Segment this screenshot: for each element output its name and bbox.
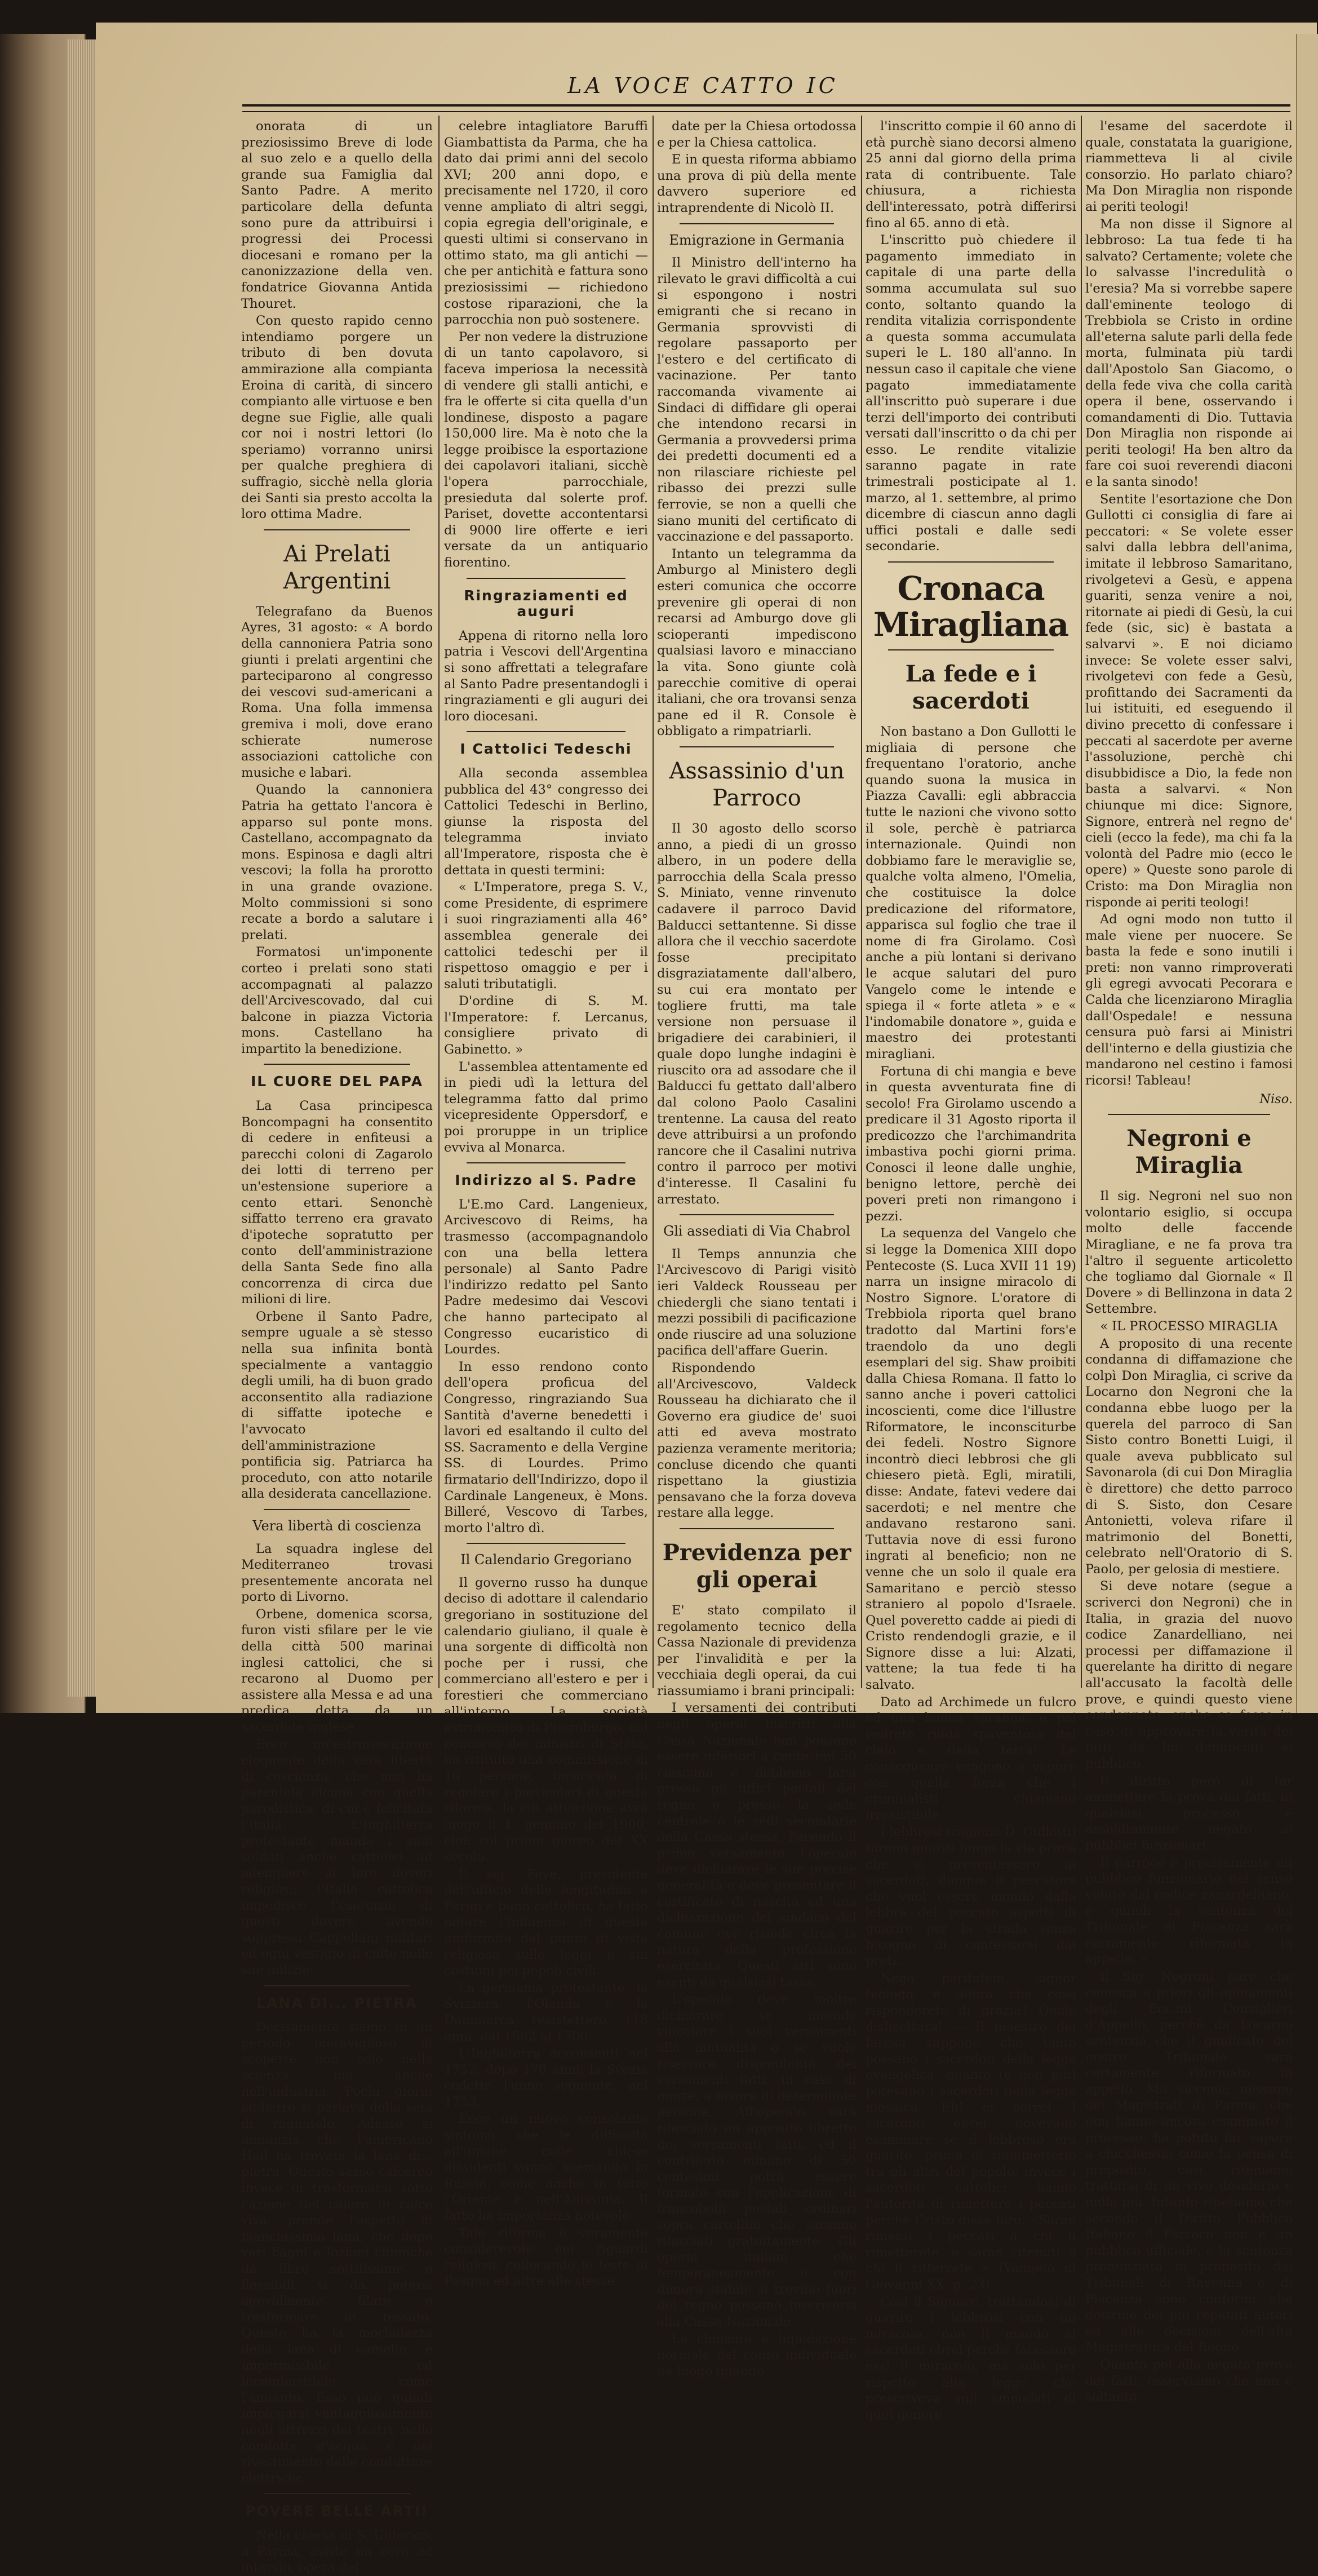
paragraph: Si deve notare (segue a scriverci don Negroni) che in Italia, in grazia del nuovo codice Zanardelliano, nei processi per diffamazione il querelante ha diritto di negare all'accusato la facoltà delle prove, e quindi questo viene condannato, anche se fosse in caso di approvare la verità dei fatti da lui denunciati al pubblico.	[1085, 1579, 1293, 1771]
column-5	[1085, 118, 1293, 2405]
paragraph: Sentite l'esortazione che Don Gullotti ci consiglia di fare ai peccatori: « Se volete esser salvi dalla lebbra dell'anima, imitate il lebbroso Samaritano, rivolgetevi a Gesù, e appena guariti, senza venire a noi, ritornate ai piedi di Gesù, la cui fede (sic, sic) è bastata a salvarvi ». E noi diciamo invece: Se volete esser salvi, rivolgetevi con fede a Gesù, profittando dei Sacramenti da lui istituiti, ed eseguendo il divino precetto di confessare i peccati al sacerdote per averne l'assoluzione, perchè chi disubbidisce a Dio, la fede non basta a salvarvi. « Non chiunque mi dice: Signore, Signore, entrerà nel regno de' cieli (ecco la fede), ma chi fa la volontà del Padre mio (ecco le opere) » Queste sono parole di Cristo: ma Don Miraglia non risponde ai periti teologi!	[1085, 492, 1293, 910]
paragraph: Rispondendo all'Arcivescovo, Valdeck Rousseau ha dichiarato che il Governo era giudice de' suoi atti ed aveva mostrato pazienza veramente meritoria; concluse dicendo che quanti rispettano la giustizia pensavano che la forza doveva restare alla legge.	[657, 1360, 857, 1521]
separator	[467, 731, 625, 732]
headline-indirizzo: Indirizzo al S. Padre	[455, 1172, 637, 1189]
paragraph: Per non vedere la distruzione di un tanto capolavoro, si faceva imperiosa la necessità di vendere gli stalli antichi, e fra le offerte si cita quella d'un londinese, disposto a pagare 150,000 lire. Ma è noto che la legge proibisce la esportazione dei capolavori italiani, sicchè l'opera parrocchiale, presieduta dal solerte prof. Pariset, dovette accontentarsi di 9000 lire offerte e ieri versate da un antiquario fiorentino.	[444, 329, 648, 570]
paragraph: Orbene il Santo Padre, sempre uguale a sè stesso nella sua infinita bontà specialmente a vantaggio degli umili, ha di buon grado acconsentito alla radiazione di siffatte ipoteche e l'avvocato dell'amministrazione pontificia sig. Patriarca ha proceduto, con atto notarile alla desiderata cancellazione.	[241, 1309, 433, 1502]
headline-fede: La fede e i sacerdoti	[905, 661, 1037, 715]
separator	[888, 649, 1054, 650]
paragraph: D'ordine di S. M. l'Imperatore: f. Lercanus, consigliere privato di Gabinetto. »	[444, 994, 648, 1057]
paragraph: Il governo russo ha dunque deciso di adottare il calendario gregoriano in sostituzione del calendario giuliano, il quale è una sorgente di difficoltà non poche per i russi, che commerciano all'estero e per i forestieri che commerciano all'interno. La società astronomica di Pietroburgo, col concorso dei ministri di Stato, ha istituito una commissione di 16 persone, incaricata di regolare i particolari di questa riforma, la cui attuazione avrà luogo il 1. gennaio del 1900, cioè col primo giorno del XX secolo.	[444, 1575, 648, 1864]
paragraph: L'Inghilterra acconsentì nel 1752, dopo 170 anni; la Svezia cedette l'anno seguente, nel 1753.	[444, 2046, 648, 2109]
headline-lana: LANA DI... PIETRA	[256, 1994, 418, 2011]
headline-assediati: Gli assediati di Via Chabrol	[663, 1223, 850, 1240]
paragraph: La Casa principesca Boncompagni ha consentito di cedere in enfiteusi a parecchi coloni di Zagarolo dei lotti di terreno per un'estensione superiore a cento ettari. Senonchè siffatto terreno era gravato d'ipoteche sopratutto per conto dell'amministrazione della Santa Sede fino alla concorrenza di circa due milioni di lire.	[241, 1099, 433, 1307]
headline-prelati: Ai Prelati Argentini	[283, 541, 391, 594]
paragraph: Orbene, domenica scorsa, furon visti sfilare per le vie della città 500 marinai inglesi cattolici, che si recarono al Duomo per assistere alla Messa e ad una predica detta da un sacerdote inglese.	[241, 1606, 433, 1735]
paragraph: Dato ad Archimede un fulcro ed una buona spranga, e poi vedrete ridda spaventosa del cielo e della terra! Le conseguenze vengono a vapore con quella forza che i criminalisti chiamano irresistibile.	[866, 1694, 1076, 1822]
paragraph: « IL PROCESSO MIRAGLIA	[1100, 1318, 1278, 1334]
paragraph: Il Ministro dell'interno ha rilevato le gravi difficoltà a cui si espongono i nostri emigranti che si recano in Germania sprovvisti di regolare passaporto per l'estero e del certificato di vacinazione. Per tanto raccomanda vivamente ai Sindaci di diffidare gli operai che intendono recarsi in Germania a provvedersi prima dei predetti documenti ed a non rilasciare richieste pel ribasso dei prezzi sulle ferrovie, se non a quelli che siano muniti del certificato di vaccinazione e del passaporto.	[657, 255, 857, 545]
column-4	[866, 118, 1076, 2422]
separator	[264, 1985, 410, 1986]
headline-cronaca: Cronaca Miragliana	[873, 569, 1069, 644]
paragraph: Il sig. Faye, presidente dell'ufficio delle longitudini a Parigi e buon cattolico, ha fatto notare l'influenza di questa uniformità dal punto di vista religioso sulle leggi e sui costumi pei popoli civili.	[444, 1866, 648, 1979]
paragraph: Fortuna di chi mangia e beve in questa avventurata fine di secolo! Fra Girolamo uscendo a predicare il 31 Agosto riporta il predicozzo che l'archimandrita imbastiva pochi giorni prima. Conosci il leone dalle unghie, benigno lettore, perchè dei poveri preti non rimangono i pezzi.	[866, 1064, 1076, 1224]
paragraph: Nella chiesa di S. Ulderico, a Parma, esiste un coro ad intarsio, opera del	[241, 2528, 433, 2575]
separator	[264, 1509, 410, 1510]
paragraph: Ecco un'estrinsecazione eloquente della vera libertà di coscienza, che non ha parentela alcuna con quella parodistica, di cui è felicitata l'Italia. L'Inghilterra protestante manda i suoi soldati anche cattolici ad adempiere ai loro doveri religiosi; l'Italia cattolica impedisce l'esercizio di questi doveri, avendo soppressi Cappellani militari ed ogni vestigio di culto nelle sue milizie.	[241, 1737, 433, 1977]
paragraph: La germania protestante, la Svizzera, l'Olanda e la Danimarca resistettero 118 anni, dal 1582 al 1700.	[444, 1980, 648, 2044]
paragraph: Ad ogni modo non tutto il male viene per nuocere. Se basta la fede e sono inutili i preti: non vanno rimproverati gli egregi avvocati Pecorara e Calda che licenziarono Miraglia dall'Ospedale! e nessuna censura può farsi ai Ministri dell'interno e della giustizia che mandarono nel cestino i famosi ricorsi! Tableau!	[1085, 912, 1293, 1088]
separator	[680, 746, 834, 747]
separator	[467, 1543, 625, 1544]
paragraph: Il Sig. Negroni pare che conosca a priori gli opinamenti degli Ecc.mi Consiglieri d'Appello, perchè da Locarno sentenzia che il giudicato del nostro Tribunale sarà certamente riformato in appello. Ma siccome nessuno dei Magistrati di Parma, che non hanno ancora esaminato il processo, ha potuto far sapere a chicchessia come la pensa di proposito, così riteniamo trattarsi di un vivo desiderio e nulla più. Intanto ripetiamo che secondo il Diritto Pubblico Italiano il Parroco non è un pubblico ufficiale, e la sentenza pronunziata in proposito dai Tribunali di Ravenna e di Piacenza sono conformi alle dottrine dei più reputati autori ed alle decisioni dell'alta Magistratura del Regno.	[1085, 1969, 1293, 2355]
signature: Niso.	[1259, 1091, 1293, 1106]
paragraph: Il 30 agosto dello scorso anno, a piedi di un grosso albero, in un podere della parrocchia della Scala presso S. Miniato, venne rinvenuto cadavere il parroco David Balducci settantenne. Si disse allora che il vecchio sacerdote fosse precipitato disgraziatamente dall'albero, su cui era montato per togliere frutti, ma tale versione non persuase il brigadiere dei carabinieri, il quale dopo lunghe indagini è riuscito ora ad assodare che il Balducci fu gettato dall'albero dal colono Paolo Casalini trentenne. La causa del reato deve attribuirsi a un profondo rancore che il Casalini nutriva contro il parroco per motivi d'interesse. Il Casalini fu arrestato.	[657, 821, 857, 1207]
column-rule	[438, 116, 440, 1688]
paragraph: Con questo rapido cenno intendiamo porgere un tributo di ben dovuta ammirazione alla compianta Eroina di carità, di sincero compianto alle virtuose e ben degne sue Figlie, alle quali cor noi i nostri lettori (lo speriamo) vorranno unirsi per qualche preghiera di suffragio, sicchè nella gloria dei Santi sia presto accolta la loro ottima Madre.	[241, 313, 433, 522]
paragraph: E in questa riforma abbiamo una prova di più della mente davvero superiore ed intraprendente di Nicolò II.	[657, 152, 857, 215]
paragraph: Tale riforma è veramente considerevole nei riguardi religiosi, collocando le feste di Pasqua ed altre alle stesse	[444, 2225, 648, 2289]
column-1	[241, 118, 433, 2575]
paragraph: Ma non disse il Signore al lebbroso: La tua fede ti ha salvato? Certamente; volete che lo salvasse l'incredulità o l'eresia? Ma si vorrebbe sapere dall'eminente teologo di Trebbiola se Cristo in ordine all'eterna salute parli della fede morta, fulminata più tardi dall'Apostolo San Giacomo, o della fede viva che colla carità opera il bene, osservando i comandamenti di Dio. Tuttavia Don Miraglia non risponde ai periti teologi! Ha ben altro da fare coi suoi reverendi diaconi e la santa sinodo!	[1085, 216, 1293, 490]
paragraph: onorata di un preziosissimo Breve di lode al suo zelo e a quello della grande sua Famiglia dal Santo Padre. A merito particolare della defunta sono pure da attribuirsi i progressi dei Processi diocesani e romano per la canonizzazione della ven. fondatrice Giovanna Antida Thouret.	[241, 119, 433, 311]
headline-negroni: Negroni e Miraglia	[1126, 1125, 1252, 1179]
paragraph: Ecco un nuovo consolante sintomo che le difficoltà all'unione colle chiese dissidenti vanno scemando in Russia, come anche in tutto l'Oriente e nell'Abissinia. Il fatto ha importanza notevole.	[444, 2112, 648, 2224]
headline-cattolici: I Cattolici Tedeschi	[460, 741, 632, 758]
masthead: LA VOCE CATTO IC	[567, 73, 838, 98]
paragraph: Telegrafano da Buenos Ayres, 31 agosto: « A bordo della cannoniera Patria sono giunti i prelati argentini che parteciparono al congresso dei vescovi sud-americani a Roma. Una folla immensa gremiva i moli, dove erano schierate numerose associazioni cattoliche con musiche e labari.	[241, 604, 433, 780]
headline-calendario: Il Calendario Gregoriano	[460, 1552, 632, 1568]
paragraph: celebre intagliatore Baruffi Giambattista da Parma, che ha dato dai primi anni del secolo XVI; 200 anni dopo, e precisamente nel 1720, il coro venne ampliato di altri seggi, copia egregia dell'originale, e questi ultimi si conservano in ottimo stato, ma gli antichi — che per antichità e fattura sono preziosissimi — richiedono costose riparazioni, che la parrocchia non può sostenere.	[444, 119, 648, 327]
paragraph: l'inscritto compie il 60 anno di età purchè siano decorsi almeno 25 anni dal giorno della prima rata di contribuente. Tale chiusura, a richiesta dell'interessato, potrà differirsi fino al 65. anno di età.	[866, 119, 1076, 231]
separator	[680, 1528, 834, 1529]
separator	[264, 529, 410, 530]
separator	[888, 561, 1054, 563]
separator	[680, 1214, 834, 1215]
headline-ringraziamenti: Ringraziamenti ed auguri	[464, 587, 628, 620]
paragraph: Il Temps annunzia che l'Arcivescovo di Parigi visitò ieri Valdeck Rousseau per chiedergli che siano tentati i mezzi possibili di pacificazione onde riuscire ad una soluzione pacifica dell'affare Guerin.	[657, 1246, 857, 1358]
paragraph: Quanto poi alla negata prova dei fatti, osserviamo che non è soltanto	[1085, 2357, 1293, 2405]
paragraph: I versamenti dei contributi degli operai inscritti alla Cassa Nazionale non possono essere inferiori a centesimi 50 ciascuno e debbono farsi presso gli uffici postali del regno o presso la sede centrale o le sedi secondarie della Cassa stessa. Facendo il primo versamento l'operaio deve dichiarare le sue precise generalità e deve presentare il certificato di nascita ed una dichiarazione del sindaco del comune ove risiede circa la natura della professione esercitata. Questi atti sono esenti da qualsiasi tassa.	[657, 1701, 857, 1990]
separator	[467, 1162, 625, 1163]
paragraph: Alla seconda assemblea pubblica del 43° congresso dei Cattolici Tedeschi in Berlino, giunse la risposta del telegramma inviato all'Imperatore, risposta che è dettata in questi termini:	[444, 765, 648, 878]
separator	[680, 223, 834, 224]
headline-emigrazione: Emigrazione in Germania	[669, 232, 845, 248]
masthead-rule	[242, 104, 1290, 112]
paragraph: Nego paritatem, signor teologo: e allora che cosa risponderete di grazia? Quale dislivoltura! — Il maestro dei farisei suppone che tanto possano i sacerdoti della legge evangelica, quanto (e non più) potevano i sacerdoti della legge mosaica. Eh! ci corre! I sacerdoti ebrei dovevano esaminare se il lebbroso era guarito, prima di riammetterlo tra gli altri del popolo; invece i sacerdoti cattolici hanno l'autorità di rimettere i peccati perchè Cristo disse loro: «Saran rimessi i peccati a chi li rimetterete, e saran ritenuti a chi li ritterrete » (Vangelo di Giovanni XX, p. 23).	[866, 1971, 1076, 2292]
column-rule	[861, 116, 862, 1688]
headline-assassinio: Assassinio d'un Parroco	[669, 758, 845, 811]
paragraph: L'inscritto può chiedere il pagamento immediato in capitale di una parte della somma accumulata sul suo conto, soltanto quando la rendita vitalizia corrispondente a questa somma accumulata superi le L. 180 all'anno. In nessun caso il capitale che viene pagato immediatamente all'inscritto può superare i due terzi dell'importo dei contributi versati dall'inscritto o da chi per esso. Le rendite vitalizie saranno pagate in rate trimestrali posticipate al 1. marzo, al 1. settembre, al primo dicembre di ciascun anno dagli uffici postali e dalle sedi secondarie.	[866, 233, 1076, 554]
paragraph: Il sig. Negroni nel suo non volontario esiglio, si occupa molto delle faccende Miragliane, e ne fa prova tra l'altro il seguente articoletto che togliamo dal Giornale « Il Dovere » di Bellinzona in data 2 Settembre.	[1085, 1189, 1293, 1317]
paragraph: « L'Imperatore, prega S. V., come Presidente, di esprimere i suoi ringraziamenti alla 46° assemblea generale dei cattolici tedeschi per il rispettoso omaggio e per i saluti tributatigli.	[444, 880, 648, 992]
paragraph: L'assemblea attentamente ed in piedi udì la lettura del telegramma fatto dal primo vicepresidente Oppersdorf, e poi proruppe in un triplice evviva al Monarca.	[444, 1059, 648, 1155]
paragraph: L'operaio deve inoltre dichiarare se intende vincolare i suoi versamenti alla mutualità o se vuole riservare disponibilità dei versamenti fatti, in caso di morte, a favore di determinate persone. All'operaio sarà rilasciato un apposito libretto dei versamenti fatti, ed il contributo minimo di 50 centesimi potrà essere formato con l'applicazione di francobolli postali ordinari sopra cartellini che saranno rilasciati gratuitamente. Gli operai italiani che temporaneamente o con dimora stabile si trovino fuori del regno possono inscriversi alla Cassa Nazionale.	[657, 1992, 857, 2330]
paragraph: date per la Chiesa ortodossa e per la Chiesa cattolica.	[657, 119, 857, 150]
column-rule	[653, 116, 654, 1688]
separator	[1108, 1114, 1270, 1115]
separator	[264, 1064, 410, 1065]
column-2	[444, 118, 648, 2289]
separator	[467, 578, 625, 579]
headline-liberta: Vera libertà di coscienza	[252, 1517, 421, 1534]
paragraph: A proposito di una recente condanna di diffamazione che colpì Don Miraglia, ci scrive da Locarno don Negroni che la condanna ebbe luogo per la querela del parroco di San Sisto contro Bonetti Luigi, il quale aveva pubblicato sul Savonarola (di cui Don Miraglia è direttore) che detto parroco di S. Sisto, don Cesare Antonietti, voleva rifare il matrimonio del Bonetti, celebrato nell'Oratorio di S. Paolo, per gelosia di mestiere.	[1085, 1336, 1293, 1577]
facing-page-edge	[1296, 34, 1318, 1713]
headline-povere: POVERE BELLE ARTI!	[245, 2503, 429, 2520]
paragraph: La chiusura e liquidazione normale del conto individuale ha luogo quando	[657, 2331, 857, 2379]
headline-previdenza: Previdenza per gli operai	[662, 1539, 851, 1593]
headline-cuore: IL CUORE DEL PAPA	[250, 1073, 424, 1090]
column-3	[657, 118, 857, 2379]
paragraph: Appena di ritorno nella loro patria i Vescovi dell'Argentina si sono affrettati a telegrafare al Santo Padre presentandogli i ringraziamenti e gli auguri dei loro diocesani.	[444, 628, 648, 724]
paragraph: Intanto un telegramma da Amburgo al Ministero degli esteri comunica che occorre prevenire gli operai di non recarsi ad Amburgo dove gli scioperanti impediscono qualsiasi lavoro e minacciano la vita. Sono giunte colà parecchie comitive di operai italiani, che ora trovansi senza pane ed il R. Console è obbligato a rimpatriarli.	[657, 546, 857, 739]
paragraph: l'esame del sacerdote il quale, constatata la guarigione, riammetteva li al civile consorzio. Ho parlato chiaro? Ma Don Miraglia non risponde ai periti teologi!	[1085, 119, 1293, 214]
separator	[264, 2493, 410, 2494]
paragraph: Non bastano a Don Gullotti le migliaia di persone che frequentano l'oratorio, anche quando suona la musica in Piazza Cavalli: egli abbraccia tutte le nazioni che vivono sotto il sole, perchè è patriarca internazionale. Quindi non dobbiamo fare le meraviglie se, qualche volta almeno, l'Omelia, che costituisce la dolce predicazione del riformatore, apparisca sul foglio che trae il nome di fra Girolamo. Così anche a più lontani si derivano le acque salutari del puro Vangelo come le intende e spiega il « forte atleta » e « l'indomabile donatore », guida e maestro dei protestanti miragliani.	[866, 724, 1076, 1061]
paragraph: Così il Signore, trattandosi di guarire i lebbrosi con un miracolo, non li mandò ai sacerdoti ebrei perchè facessero essi il miracolo, ma solo per rispetto alla legge che prescriveva agli ammalati di quel genere	[866, 2294, 1076, 2422]
paragraph: Formatosi un'imponente corteo i prelati sono stati accompagnati al palazzo dell'Arcivescovado, dal cui balcone in piazza Victoria mons. Castellano ha impartito la benedizione.	[241, 945, 433, 1056]
paragraph: In esso rendono conto dell'opera proficua del Congresso, ringraziando Sua Santità d'averne benedetti i lavori ed esaltando il culto del SS. Sacramento e della Vergine SS. di Lourdes. Primo firmatario dell'Indirizzo, dopo il Cardinale Langeneux, è Mons. Billeré, Vescovo di Tarbes, morto l'altro dì.	[444, 1359, 648, 1535]
paragraph: La squadra inglese del Mediterraneo trovasi presentemente ancorata nel porto di Livorno.	[241, 1541, 433, 1605]
column-rule	[1081, 116, 1082, 1688]
paragraph: L'E.mo Card. Langenieux, Arcivescovo di Reims, ha trasmesso (accompagnandolo con una bella lettera personale) al Santo Padre l'indirizzo redatto pel Santo Padre medesimo dai Vescovi che hanno partecipato al Congresso eucaristico di Lourdes.	[444, 1197, 648, 1357]
paragraph: E' stato compilato il regolamento tecnico della Cassa Nazionale di previdenza per l'invalidità e per la vecchiaia degli operai, da cui riassumiamo i brani principali:	[657, 1603, 857, 1698]
paragraph: Decisamente siamo in un periodo meraviglioso di scoperte non solo nella scienza, ma anche nell'industria. Pochi giorni addietro si parlava della seta di ragnatele. Adesso si annunzia che l'americano Hall ha trovata la lana di... pietra. Questo sasso calcareo invece di trasformarsi sotto l'azione del calore in calce viva, prende l'aspetto di bianchissima lana, che dopo vari bagni e lozioni chimiche dà fibre sottilissime e flessibili sì da potersi agevolmente filare e trasformare in tessuto. Questo ha la morbidezza della lana di camello, è impermeabile ed incombustibile come l'amianto. Esso può quindi impiegarsi vantaggiosamente negli attrezzi dei teatri, nelle condotte d'acqua e nel rivestimento delle condutture elettriche.	[241, 2020, 433, 2486]
paragraph: Quando la cannoniera Patria ha gettato l'ancora è apparso sul ponte mons. Castellano, accompagnato da mons. Espinosa e dagli altri vescovi; la folla ha prorotto in una grande ovazione. Molto commissioni si sono recate a bordo a salutare i prelati.	[241, 782, 433, 942]
paragraph: La sequenza del Vangelo che si legge la Domenica XIII dopo Pentecoste (S. Luca XVII 11 19) narra un insigne miracolo di Nostro Signore. L'oratore di Trebbiola riporta quel brano tradotto dal Martini fors'e traendolo da uno degli esemplari del sig. Shaw proibiti dalla Chiesa Romana. Il fatto lo sanno anche i poveri cattolici incoscienti, come dice l'illustre Riformatore, le inconsciturbe dei fedeli. Nostro Signore incontrò dieci lebbrosi che gli chiesero pietà. Egli, miratili, disse: Andate, fatevi vedere dai sacerdoti; e nel mentre che andavano restarono sani. Tuttavia nove di essi furono ingrati al beneficio; non ne venne che un solo il quale era Samaritano e perciò stesso straniero al popolo d'Israele. Quel poveretto cadde ai piedi di Cristo rendendogli grazie, e il Signore disse a lui: Alzati, vattene; la tua fede ti ha salvato.	[866, 1226, 1076, 1693]
paragraph: Il diritto però di far ammettere la prova dei fatti, in qualsiasi processo, è assolutamente negato ai pubblici funzionari.	[1085, 1773, 1293, 1853]
paragraph: Il parroco è precisamente un pubblico funzionario nel senso voluto dal codice zanardelliano, e quindi la sentenza del Tribunale di Piacenza sarà certamente riformata in appello. »	[1085, 1855, 1293, 1967]
paragraph: I lebbrosi (ragiona D. Gullotti) furono guariti lungo la via prima che si presentassero ai sacerdoti, dunque il peccatore che vuol essere mondo dalla lebbra del peccato aspetti di guarire per la strada senza bisogno di confessarsi dai preti...	[866, 1825, 1076, 1969]
